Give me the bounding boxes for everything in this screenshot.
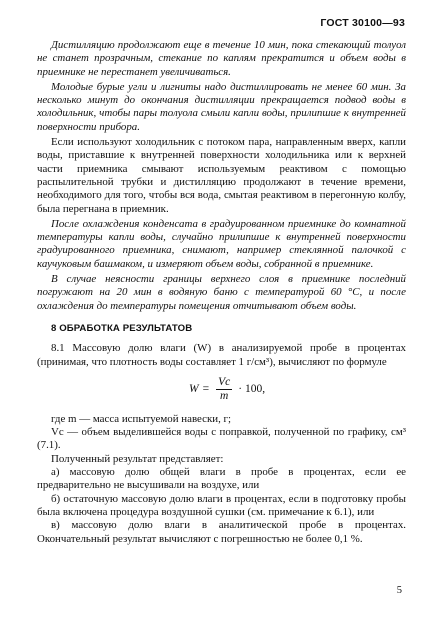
paragraph-unclear-boundary: В случае неясности границы верхнего слоя в приемнике последний погружают на 20 мин в водяную баню с температурой 60 °С, и после охлаждения до температуры помещения отчитывают объем воды. — [37, 273, 406, 312]
formula-numerator: Vc — [218, 376, 231, 389]
formula-rhs: · 100, — [238, 383, 266, 396]
section-title: 8 ОБРАБОТКА РЕЗУЛЬТАТОВ — [51, 322, 193, 334]
formula-lhs: W — [189, 383, 199, 396]
paragraph-young-coals: Молодые бурые угли и лигниты надо дистиллировать не менее 60 мин. За несколько минут до окончания дистилляции прекращается подвод воды в холодильник, чтобы пары толуола смыли капли воды, прилипшие к внутренней поверхности прибора. — [37, 80, 406, 133]
moisture-formula — [189, 375, 406, 405]
where-vc: Vc — объем выделившейся воды с поправкой, полученной по графику, см³ (7.1). — [37, 426, 406, 452]
formula-denominator: m — [220, 390, 229, 403]
results-intro: Полученный результат представляет: — [51, 452, 224, 465]
clause-8-1: 8.1 Массовую долю влаги (W) в анализируемой пробе в процентах (принимая, что плотность воды составляет 1 г/см³), вычисляют по формуле — [37, 342, 406, 368]
result-item-b: б) остаточную массовую долю влаги в процентах, если в подготовку пробы была включена процедура воздушной сушки (см. примечание к 6.1), или — [37, 492, 406, 518]
paragraph-distillation-continue: Дистилляцию продолжают еще в течение 10 мин, пока стекающий толуол не станет прозрачным, стекание по каплям прекратится и объем воды в приемнике не перестанет увеличиваться. — [37, 39, 406, 78]
document-body — [37, 39, 406, 546]
result-item-c: в) массовую долю влаги в аналитической пробе в процентах. Окончательный результат вычисляют с погрешностью не более 0,1 %. — [37, 519, 406, 545]
page-number: 5 — [396, 585, 402, 596]
paragraph-steam-condenser: Если используют холодильник с потоком пара, направленным вверх, капли воды, приставшие к внутренней поверхности холодильника или к верхней части приемника смывают используемым реактивом с помощью распылительной трубки и дистилляцию продолжают в течение времени, необходимого для того, чтобы вся вода, смытая реактивом в перегонную колбу, была перегнана в приемник. — [37, 136, 406, 215]
formula-equals: = — [202, 383, 210, 396]
where-m: где m — масса испытуемой навески, г; — [51, 412, 232, 425]
paragraph-condensate-cooling: После охлаждения конденсата в градуированном приемнике до комнатной температуры капли воды, случайно прилипшие к внутренней поверхности градуированного приемника, снимают, например стеклянной палочкой с каучуковым башмаком, и измеряют объем воды, собранной в приемнике. — [37, 217, 406, 270]
formula-fraction — [216, 376, 232, 403]
standard-header: ГОСТ 30100—93 — [320, 17, 405, 29]
result-item-a: а) массовую долю общей влаги в пробе в процентах, если ее предварительно не высушивали на воздухе, или — [37, 466, 406, 492]
